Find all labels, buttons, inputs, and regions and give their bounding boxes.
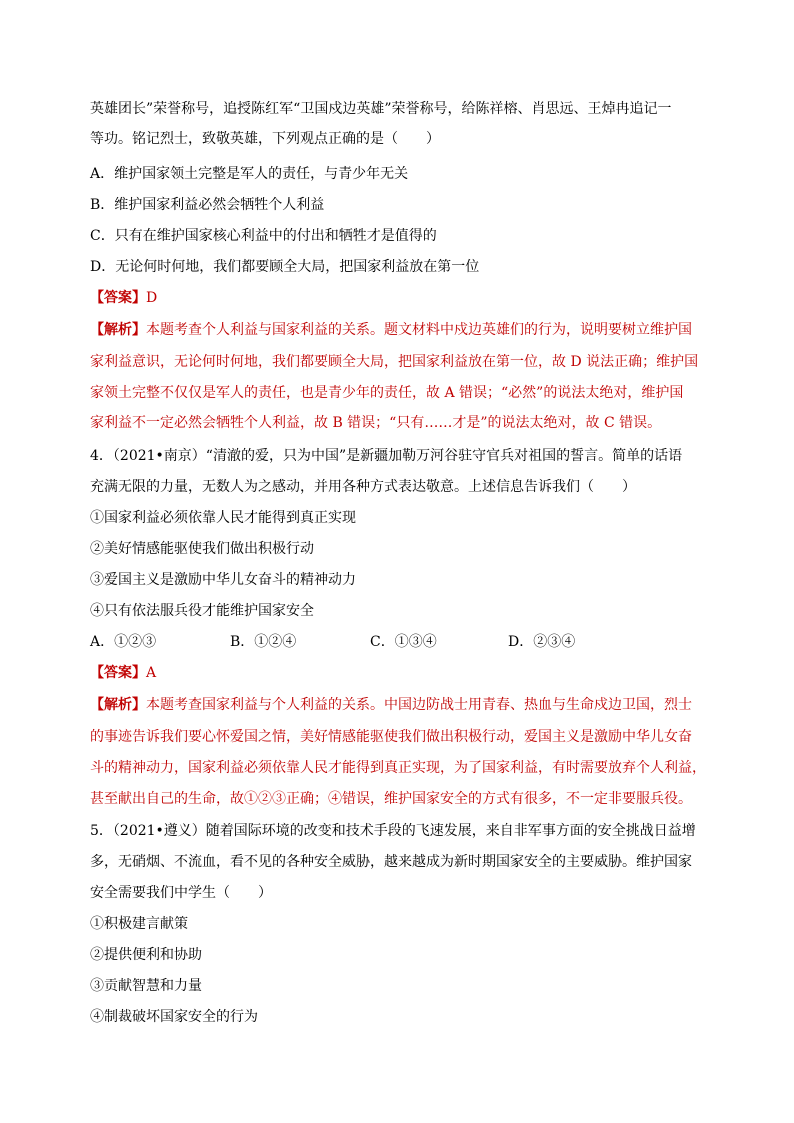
q3-analysis-line-1: [90, 320, 692, 340]
q4-item-2: ②美好情感能驱使我们做出积极行动: [90, 541, 314, 557]
q3-option-b: B．维护国家利益必然会牺牲个人利益: [90, 197, 325, 213]
q4-choice-b: B．①②④: [230, 634, 297, 650]
q3-answer-value: D: [146, 290, 158, 306]
q5-item-4: ④制裁破坏国家安全的行为: [90, 1009, 258, 1025]
q5-item-1: ①积极建言献策: [90, 916, 188, 932]
q3-analysis-line-4: 家利益不一定必然会牺牲个人利益，故 B 错误；“只有……才是”的说法太绝对，故 C 错误。: [90, 415, 662, 431]
q5-stem-line-3: 安全需要我们中学生（ ）: [90, 885, 272, 901]
q4-item-4: ④只有依法服兵役才能维护国家安全: [90, 603, 314, 619]
q4-choice-c: C．①③④: [370, 634, 437, 650]
q3-analysis-line-2: 家利益意识，无论何时何地，我们都要顾全大局，把国家利益放在第一位，故 D 说法正确；维护国: [90, 354, 699, 370]
q3-stem-line-2: 等功。铭记烈士，致敬英雄，下列观点正确的是（ ）: [90, 131, 440, 147]
q4-stem-line-2: 充满无限的力量，无数人为之感动，并用各种方式表达敬意。上述信息告诉我们（ ）: [90, 479, 636, 495]
analysis-tag: 【解析】: [90, 697, 146, 713]
q3-option-c: C．只有在维护国家核心利益中的付出和牺牲才是值得的: [90, 228, 437, 244]
q5-stem-line-1: 5．（2021•遵义）随着国际环境的改变和技术手段的飞速发展，来自非军事方面的安全挑战日益增: [90, 823, 696, 839]
q4-choice-a: A．①②③: [90, 634, 157, 650]
q3-option-d: D．无论何时何地，我们都要顾全大局，把国家利益放在第一位: [90, 259, 480, 275]
q5-item-3: ③贡献智慧和力量: [90, 978, 202, 994]
q4-analysis-line-1: [90, 695, 692, 715]
q4-item-1: ①国家利益必须依靠人民才能得到真正实现: [90, 510, 356, 526]
q4-analysis-line-2: 的事迹告诉我们要心怀爱国之情，美好情感能驱使我们做出积极行动，爱国主义是激励中华儿女奋: [90, 729, 692, 745]
q4-analysis-line-3: 斗的精神动力，国家利益必须依靠人民才能得到真正实现，为了国家利益，有时需要放弃个人利益，: [90, 760, 706, 776]
q4-choice-d: D．②③④: [508, 634, 576, 650]
q4-answer-value: A: [146, 665, 157, 681]
answer-tag: 【答案】: [90, 290, 146, 306]
q4-item-3: ③爱国主义是激励中华儿女奋斗的精神动力: [90, 572, 356, 588]
q3-answer: [90, 288, 157, 308]
q3-option-a: A．维护国家领土完整是军人的责任，与青少年无关: [90, 166, 409, 182]
answer-tag: 【答案】: [90, 665, 146, 681]
q4-stem-line-1: 4．（2021•南京）“清澈的爱，只为中国”是新疆加勒万河谷驻守官兵对祖国的誓言。简单的话语: [90, 448, 683, 464]
q3-stem-line-1: 英雄团长”荣誉称号，追授陈红军“卫国戍边英雄”荣誉称号，给陈祥榕、肖思远、王焯冉追记一: [90, 101, 672, 117]
q4-analysis-line-4: 甚至献出自己的生命，故①②③正确；④错误，维护国家安全的方式有很多，不一定非要服兵役。: [90, 791, 692, 807]
q4-analysis-text-1: 本题考查国家利益与个人利益的关系。中国边防战士用青春、热血与生命戍边卫国，烈士: [146, 697, 692, 713]
analysis-tag: 【解析】: [90, 322, 146, 338]
q3-analysis-text-1: 本题考查个人利益与国家利益的关系。题文材料中戍边英雄们的行为，说明要树立维护国: [146, 322, 692, 338]
q5-stem-line-2: 多，无硝烟、不流血，看不见的各种安全威胁，越来越成为新时期国家安全的主要威胁。维护国家: [90, 854, 692, 870]
q3-analysis-line-3: 家领土完整不仅仅是军人的责任，也是青少年的责任，故 A 错误；“必然”的说法太绝对，维护国: [90, 385, 684, 401]
q5-item-2: ②提供便利和协助: [90, 947, 202, 963]
q4-answer: [90, 663, 156, 683]
